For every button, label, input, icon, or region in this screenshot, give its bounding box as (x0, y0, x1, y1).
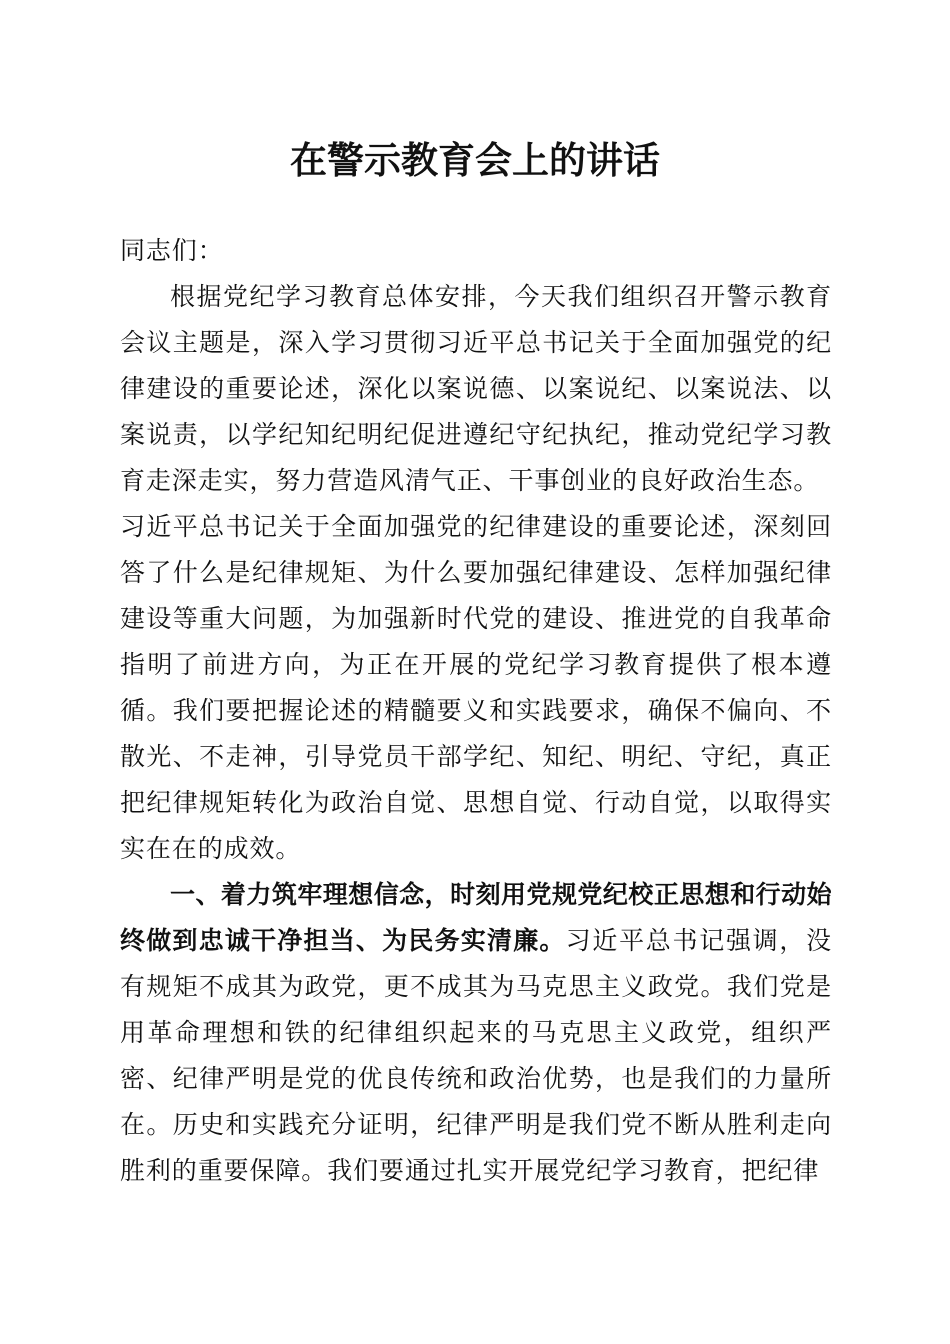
document-title: 在警示教育会上的讲话 (290, 138, 660, 182)
paragraph-second-text: 习近平总书记关于全面加强党的纪律建设的重要论述，深刻回答了什么是纪律规矩、为什么要加强纪律建设、怎样加强纪律建设等重大问题，为加强新时代党的建设、推进党的自我革命指明了前进方向，为正在开展的党纪学习教育提供了根本遵循。我们要把握论述的精髓要义和实践要求，确保不偏向、不散光、不走神，引导党员干部学纪、知纪、明纪、守纪，真正把纪律规矩转化为政治自觉、思想自觉、行动自觉，以取得实实在在的成效。 (120, 512, 832, 863)
salutation: 同志们： (120, 236, 224, 265)
paragraph-intro-text: 根据党纪学习教育总体安排，今天我们组织召开警示教育会议主题是，深入学习贯彻习近平总书记关于全面加强党的纪律建设的重要论述，深化以案说德、以案说纪、以案说法、以案说责，以学纪知纪明纪促进遵纪守纪执纪，推动党纪学习教育走深走实，努力营造风清气正、干事创业的良好政治生态。 (120, 282, 832, 495)
paragraph-section-one-text: 习近平总书记强调，没有规矩不成其为政党，更不成其为马克思主义政党。我们党是用革命理想和铁的纪律组织起来的马克思主义政党，组织严密、纪律严明是党的优良传统和政治优势，也是我们的力量所在。历史和实践充分证明，纪律严明是我们党不断从胜利走向胜利的重要保障。我们要通过扎实开展党纪学习教育，把纪律 (120, 926, 832, 1185)
paragraph-intro (120, 274, 832, 504)
paragraph-section-one (120, 872, 832, 1194)
document-body (120, 228, 832, 1194)
section-one-heading: 一、着力筑牢理想信念，时刻用党规党纪校正思想和行动始终做到忠诚干净担当、为民务实清廉。 (120, 880, 832, 955)
paragraph-second (120, 504, 832, 872)
